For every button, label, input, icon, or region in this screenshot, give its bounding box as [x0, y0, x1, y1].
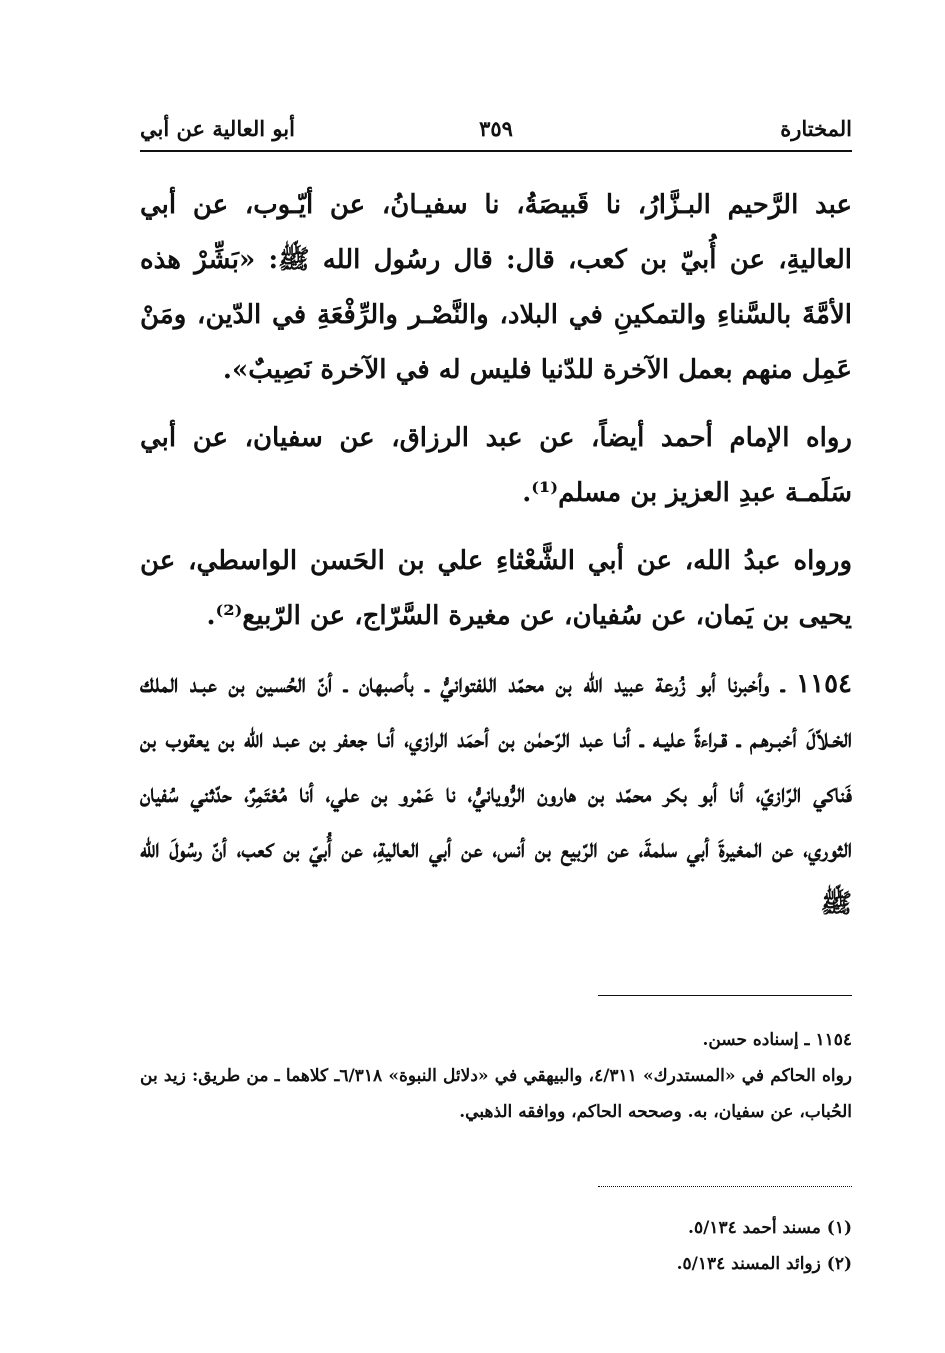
header-divider [140, 150, 852, 152]
running-header [140, 112, 852, 152]
commentary-line: ١١٥٤ ـ إسناده حسن. [702, 1030, 852, 1050]
page-number: ٣٥٩ [479, 116, 513, 141]
footnote-commentary [140, 1022, 852, 1130]
footnote-dotted-divider [598, 1186, 852, 1187]
commentary-line: رواه الحاكم في «المستدرك» ٤/٣١١، والبيهقي في «دلائل النبوة» ٦/٣١٨ـ كلاهما ـ من طريق: زيد بن الحُباب، عن سفيان، به. وصححه الحاكم، ووافقه الذهبي. [140, 1066, 853, 1122]
paragraph-riwaya-abdullah: ورواه عبدُ الله، عن أبي الشَّعْثاءِ علي بن الحَسن الواسطي، عن يحيى بن يَمان، عن سُفيان، عن مغيرة السَّرّاج، عن الرّبيع⁽²⁾. [140, 546, 852, 631]
section-title: أبو العالية عن أبي [140, 116, 295, 141]
footnote-item: (١) مسند أحمد ٥/١٣٤. [688, 1218, 852, 1238]
book-title: المختارة [780, 116, 852, 141]
paragraph-hadith-1154: ١١٥٤ ـ وأخبرنا أبو زُرعة عبيد الله بن محمّد اللفتوانيُّ ـ بأصبهان ـ أنّ الحُسين بن عبـد الملك الخـلاّلَ أخبـرهـم ـ قـراءةً عليـه ـ أنـا عبد الرّحمٰن بن أحمَد الرازي، أنـا جعفر بن عبـد الله بن يعقوب بن فَناكي الرّازيّ، أنا أبو بكر محمّد بن هارون الرُّويانيُّ، نا عَمْرو بن علي، أنا مُعْتَمِرٌ، حدّثني سُفيان الثوري، عن المغيرةَ أبي سلمةَ، عن الرّبيع بن أنس، عن أبي العاليةِ، عن أُبيّ بن كعب، أنّ رسُولَ الله ﷺ [140, 669, 852, 919]
footnote-divider [598, 995, 852, 996]
footnotes-list [140, 1210, 852, 1282]
main-text [140, 178, 852, 932]
footnote-item: (٢) زوائد المسند ٥/١٣٤. [676, 1254, 852, 1274]
paragraph-hadith-text: عبد الرَّحيم البـزَّارُ، نا قَبيصَةُ، نا سفيـانُ، عن أيّـوب، عن أبي العاليةِ، عن أُبيّ بن كعب، قال: قال رسُول الله ﷺ: «بَشِّرْ هذه الأمَّةَ بالسَّناءِ والتمكينِ في البلاد، والنَّصْـر والرِّفْعَةِ في الدّين، ومَنْ عَمِل منهم بعمل الآخرة للدّنيا فليس له في الآخرة نَصِيبٌ». [140, 190, 852, 385]
paragraph-riwaya-ahmad: رواه الإمام أحمد أيضاً، عن عبد الرزاق، عن سفيان، عن أبي سَلَمـة عبدِ العزيز بن مسلم⁽¹⁾. [140, 423, 852, 508]
